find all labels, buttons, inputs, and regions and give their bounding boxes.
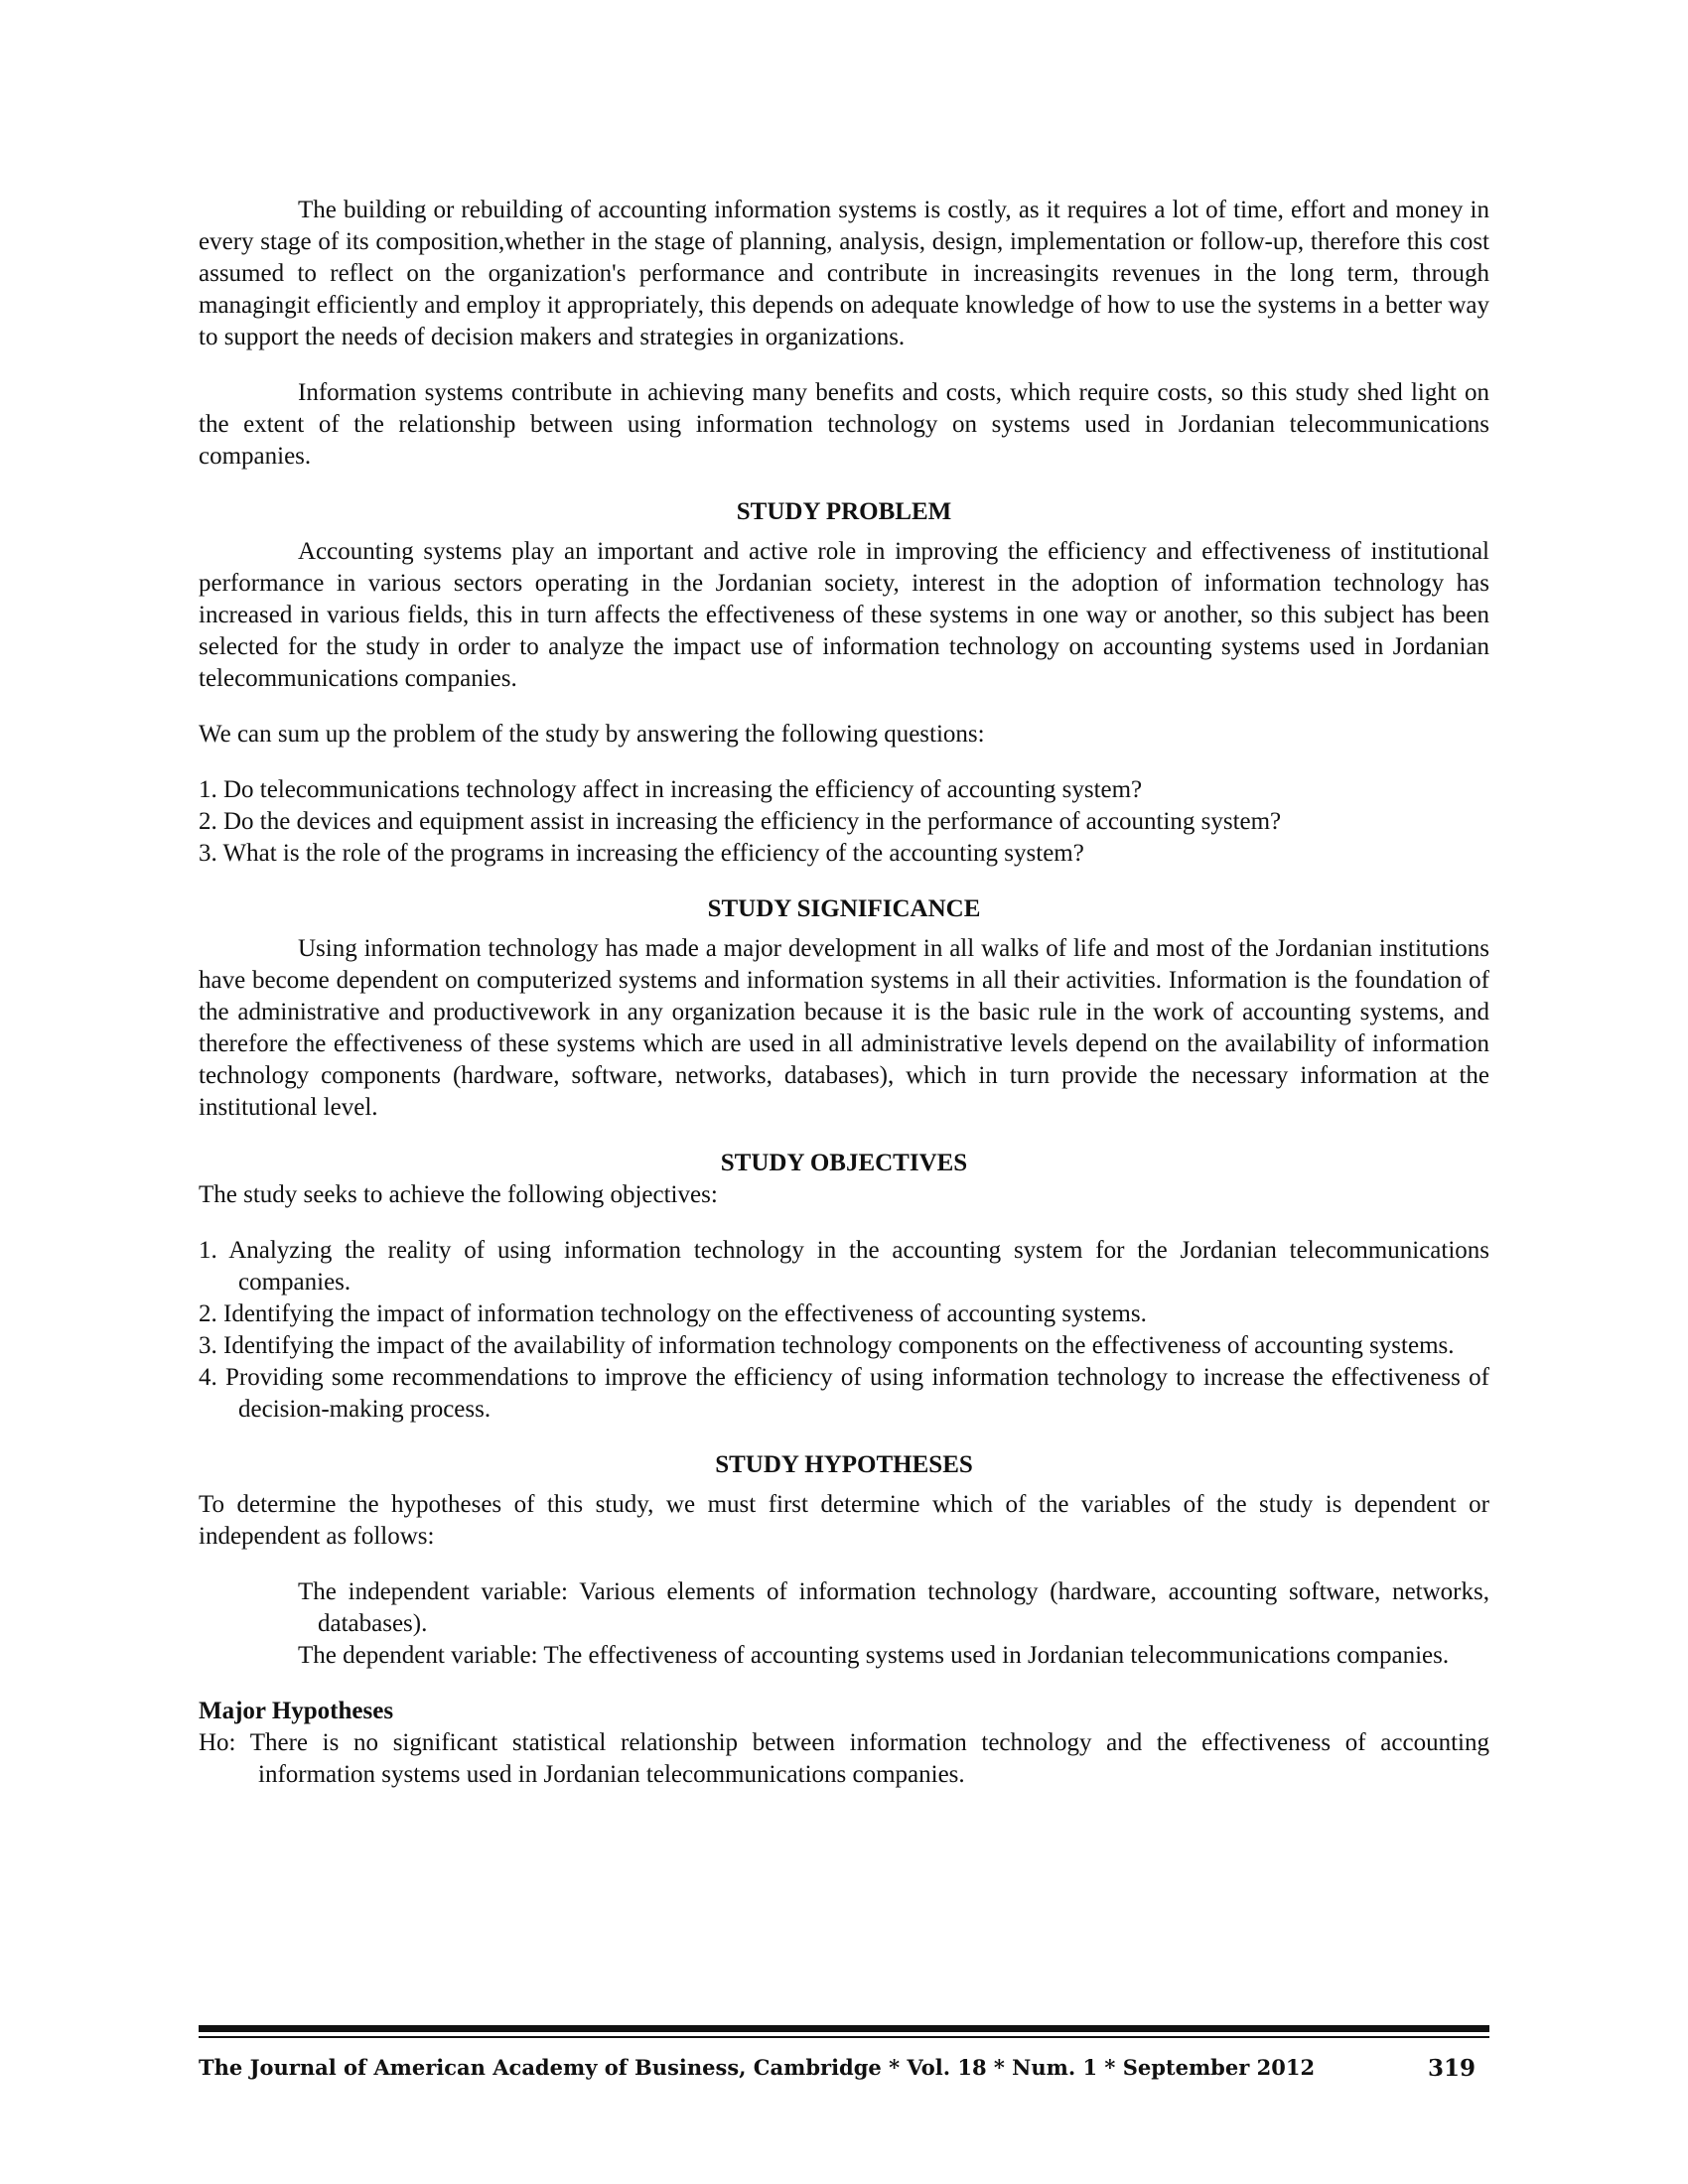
intro-paragraph-1: The building or rebuilding of accounting information systems is costly, as it requires a lot of time, effort and money in every stage of its composition,whether in the stage of planning, analysis, design, implementation or follow-up, therefore this cost assumed to reflect on the organization's performance and contribute in increasingits revenues in the long term, through managingit efficiently and employ it appropriately, this depends on adequate knowledge of how to use the systems in a better way to support the needs of decision makers and strategies in organizations. [199,197,1489,350]
journal-citation: The Journal of American Academy of Business, Cambridge * Vol. 18 * Num. 1 * September 2012 [199,2055,1316,2080]
significance-paragraph: Using information technology has made a major development in all walks of life and most of the Jordanian institutions have become dependent on computerized systems and information systems in all their activities. Information is the foundation of the administrative and productivework in any organization because it is the basic rule in the work of accounting systems, and therefore the effectiveness of these systems which are used in all administrative levels depend on the availability of information technology components (hardware, software, networks, databases), which in turn provide the necessary information at the institutional level. [199,935,1489,1121]
heading-study-significance: STUDY SIGNIFICANCE [707,895,981,922]
independent-variable: The independent variable: Various elements of information technology (hardware, accounting software, networks, databases). [298,1578,1489,1637]
hypothesis-list [199,1727,1489,1791]
intro-paragraph-2: Information systems contribute in achieving many benefits and costs, which require costs, so this study shed light on the extent of the relationship between using information technology on systems used in Jordanian telecommunications companies. [199,379,1489,470]
objectives-list [199,1235,1489,1426]
list-item: 1. Analyzing the reality of using information technology in the accounting system for the Jordanian telecommunications companies. [199,1237,1489,1296]
problem-questions-intro: We can sum up the problem of the study by answering the following questions: [199,721,985,748]
list-item: 3. Identifying the impact of the availability of information technology components on the effectiveness of accounting systems. [199,1332,1455,1359]
list-item: 4. Providing some recommendations to improve the efficiency of using information technology to increase the effectiveness of decision-making process. [199,1364,1489,1423]
list-item: 2. Identifying the impact of information technology on the effectiveness of accounting systems. [199,1300,1147,1327]
heading-study-problem: STUDY PROBLEM [736,498,952,525]
footer-rule-thin [199,2036,1489,2038]
problem-questions-list [199,774,1489,870]
null-hypothesis: Ho: There is no significant statistical relationship between information technology and the effectiveness of accounting information systems used in Jordanian telecommunications companies. [199,1729,1489,1788]
page-footer [199,2055,1489,2091]
dependent-variable: The dependent variable: The effectiveness of accounting systems used in Jordanian telecommunications companies. [298,1642,1450,1669]
heading-study-hypotheses: STUDY HYPOTHESES [715,1451,973,1478]
hypotheses-intro: To determine the hypotheses of this study, we must first determine which of the variables of the study is dependent or independent as follows: [199,1491,1489,1550]
footer-rule-thick [199,2025,1489,2032]
heading-study-objectives: STUDY OBJECTIVES [720,1150,968,1176]
page-body [199,195,1489,1791]
problem-paragraph: Accounting systems play an important and active role in improving the efficiency and effectiveness of institutional performance in various sectors operating in the Jordanian society, interest in the adoption of information technology has increased in various fields, this in turn affects the effectiveness of these systems in one way or another, so this subject has been selected for the study in order to analyze the impact use of information technology on accounting systems used in Jordanian telecommunications companies. [199,538,1489,692]
page-number: 319 [1427,2055,1476,2082]
objectives-intro: The study seeks to achieve the following objectives: [199,1181,718,1208]
list-item: 3. What is the role of the programs in increasing the efficiency of the accounting system? [199,840,1084,867]
heading-major-hypotheses: Major Hypotheses [199,1698,394,1724]
list-item: 2. Do the devices and equipment assist in increasing the efficiency in the performance of accounting system? [199,808,1282,835]
variables-list [199,1576,1489,1672]
list-item: 1. Do telecommunications technology affect in increasing the efficiency of accounting system? [199,776,1143,803]
